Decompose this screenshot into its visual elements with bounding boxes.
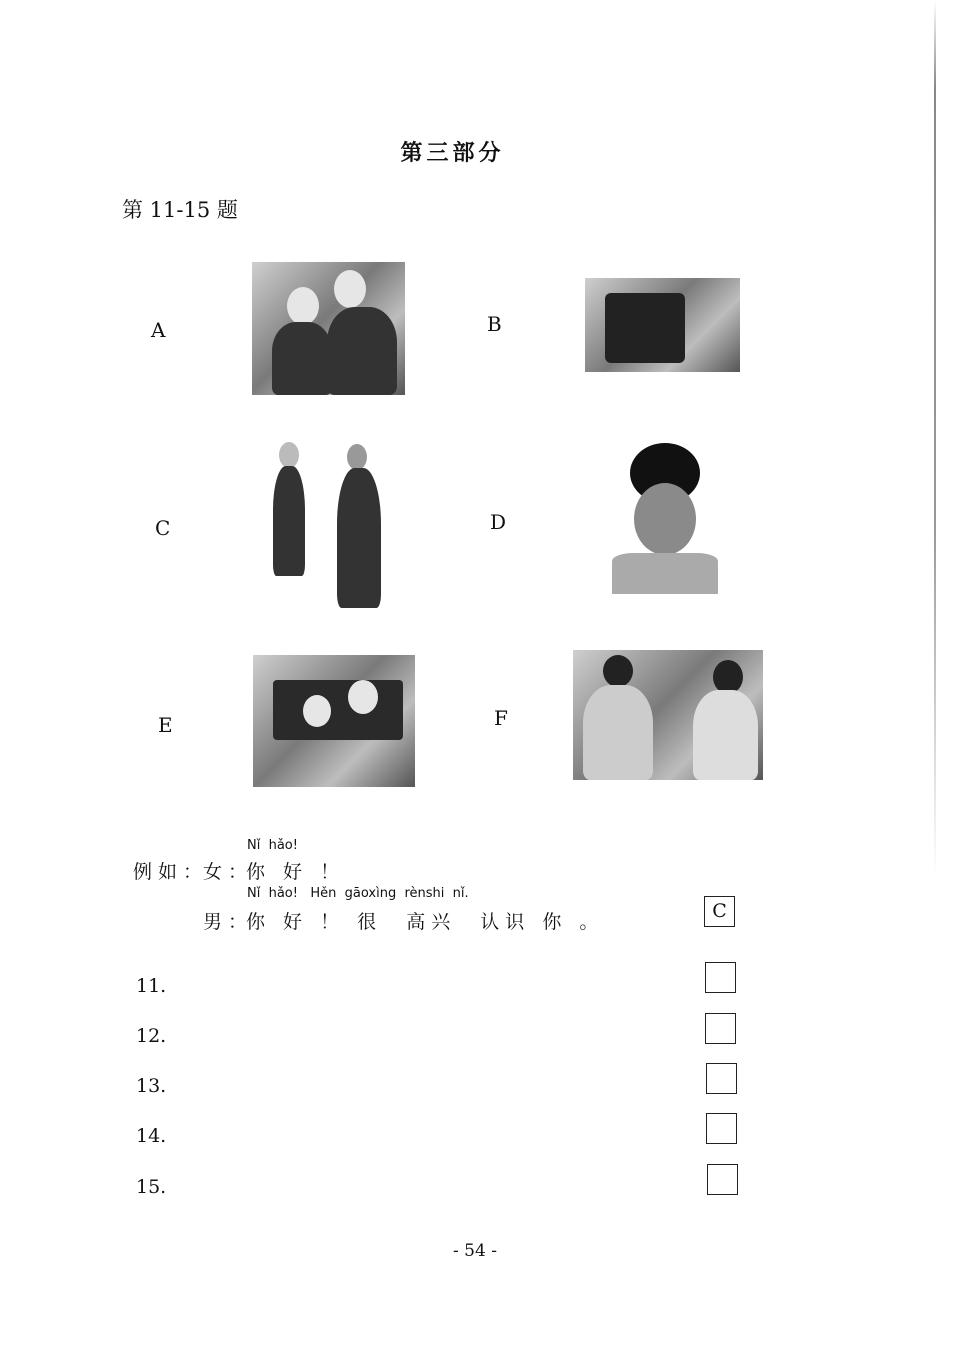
option-label-d: D — [490, 510, 507, 534]
question-number: 12. — [136, 1025, 167, 1047]
scan-edge — [934, 0, 936, 880]
question-number: 11. — [136, 975, 167, 997]
answer-box-12[interactable] — [705, 1013, 736, 1044]
photo-couple-reading — [252, 262, 405, 395]
example-speaker-male: 男： — [203, 911, 254, 933]
answer-box-11[interactable] — [705, 962, 736, 993]
part-title: 第三部分 — [400, 140, 505, 166]
example-speaker-female: 女： — [203, 861, 254, 883]
photo-wallet — [585, 278, 740, 372]
photo-people-talking — [573, 650, 763, 780]
option-label-e: E — [158, 713, 173, 737]
photo-car-window — [253, 655, 415, 787]
answer-box-15[interactable] — [707, 1164, 738, 1195]
example-prefix: 例如： — [133, 861, 209, 883]
answer-box-13[interactable] — [706, 1063, 737, 1094]
question-number: 14. — [136, 1125, 167, 1147]
option-label-c: C — [155, 516, 171, 540]
option-label-f: F — [494, 706, 508, 730]
example-text-2: 你 好 ！ 很 高兴 认识 你 。 — [246, 911, 605, 933]
page-number: - 54 - — [453, 1241, 497, 1261]
photo-girl-smiling — [612, 443, 718, 594]
question-number: 13. — [136, 1075, 167, 1097]
option-label-a: A — [151, 318, 166, 342]
example-text-1: 你 好 ！ — [246, 861, 346, 883]
example-pinyin-1: Nǐ hǎo! — [247, 838, 298, 853]
example-pinyin-2: Nǐ hǎo! Hěn gāoxìng rènshi nǐ. — [247, 886, 469, 901]
option-label-b: B — [487, 312, 502, 336]
answer-box-14[interactable] — [706, 1113, 737, 1144]
question-number: 15. — [136, 1176, 167, 1198]
photo-handshake — [265, 440, 395, 612]
section-heading: 第 11-15 题 — [122, 198, 238, 222]
example-answer-box: C — [704, 896, 735, 927]
